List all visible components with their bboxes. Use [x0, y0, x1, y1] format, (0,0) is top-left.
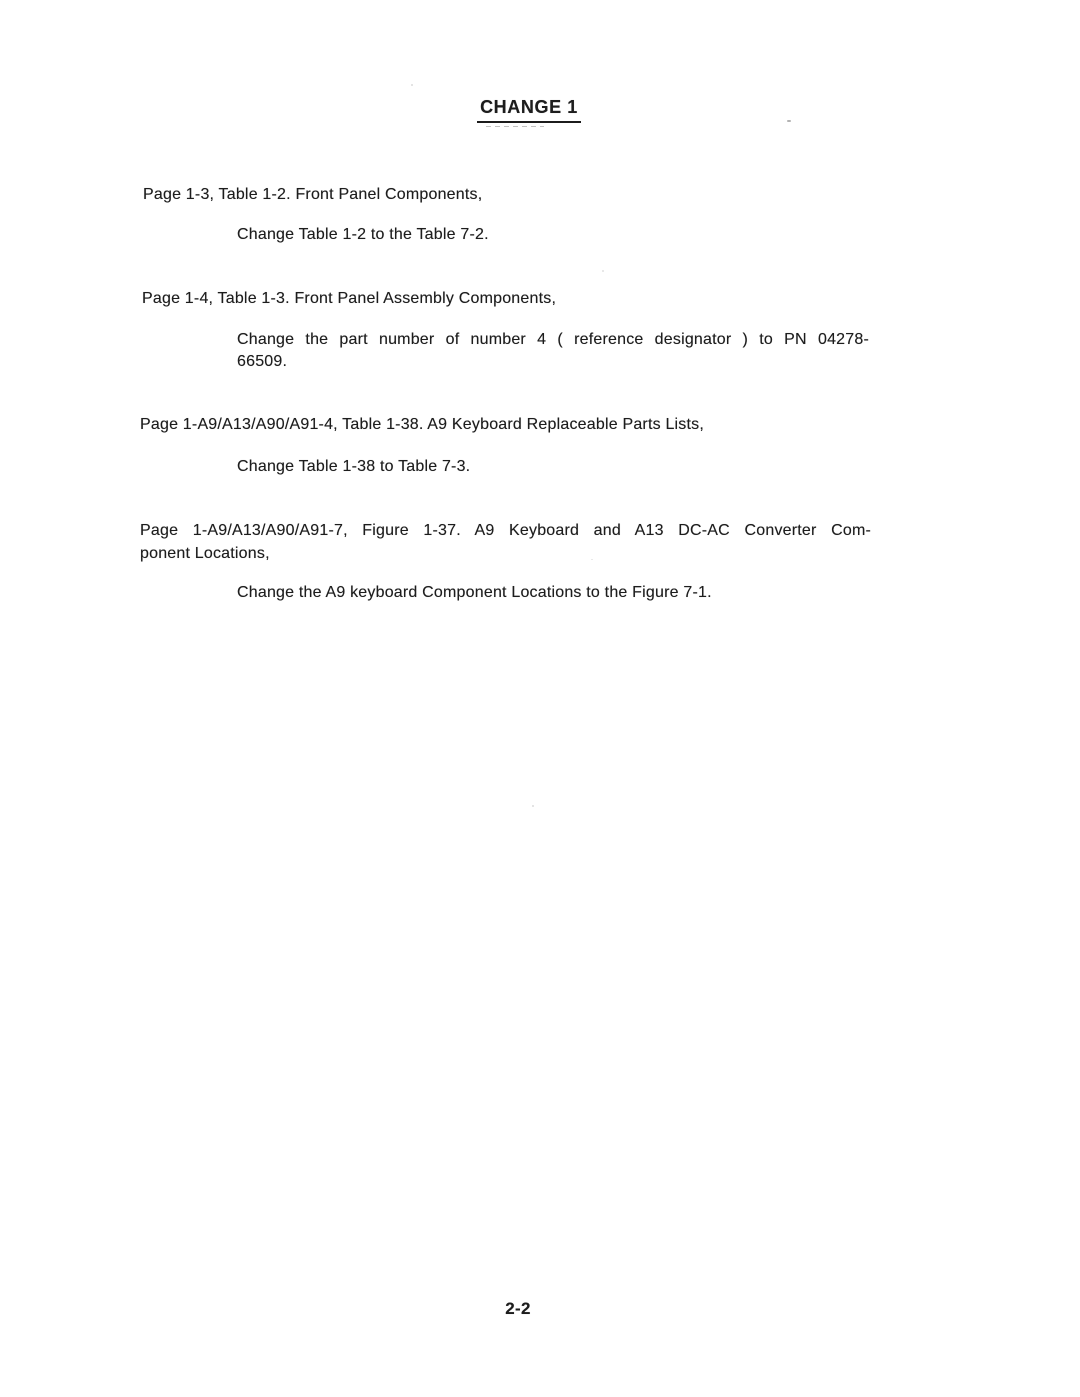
- section-4-heading-line-1: Page 1-A9/A13/A90/A91-7, Figure 1-37. A9 Keyboard and A13 DC-AC Converter Com-: [140, 522, 871, 539]
- section-2-heading: Page 1-4, Table 1-3. Front Panel Assembly Components,: [142, 290, 557, 307]
- scan-speck: [411, 84, 413, 86]
- scan-speck: [787, 120, 791, 122]
- scan-speck: [602, 270, 604, 272]
- section-1-heading: Page 1-3, Table 1-2. Front Panel Components,: [143, 186, 483, 203]
- section-2-change-instruction-line-2: 66509.: [237, 353, 288, 370]
- section-1-change-instruction: Change Table 1-2 to the Table 7-2.: [237, 226, 489, 243]
- section-4-heading-line-2: ponent Locations,: [140, 545, 270, 562]
- header-underline-ghost-artifact: [486, 126, 544, 127]
- page-number: 2-2: [505, 1299, 531, 1318]
- section-2-change-instruction-line-1: Change the part number of number 4 ( reference designator ) to PN 04278-: [237, 331, 869, 348]
- section-4-change-instruction: Change the A9 keyboard Component Locations to the Figure 7-1.: [237, 584, 712, 601]
- page-header-title: CHANGE 1: [477, 97, 581, 123]
- scan-speck: [591, 559, 593, 560]
- scan-speck: [532, 805, 534, 807]
- section-3-change-instruction: Change Table 1-38 to Table 7-3.: [237, 458, 471, 475]
- section-3-heading: Page 1-A9/A13/A90/A91-4, Table 1-38. A9 Keyboard Replaceable Parts Lists,: [140, 416, 704, 433]
- page-header: [0, 97, 1058, 123]
